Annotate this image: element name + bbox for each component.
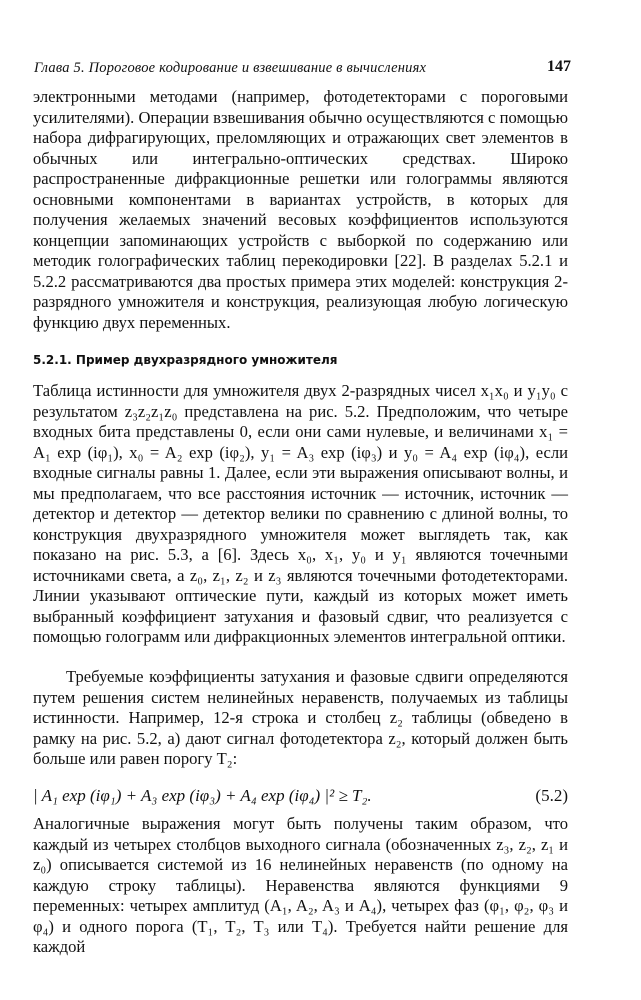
- paragraph-inequalities: Аналогичные выражения могут быть получены таким образом, что каждый из четырех столбцов выходного сигнала (обозначенных z₃, z₂, z₁ и z₀) описывается системой из 16 нелинейных неравенств (по одному на каждую строку таблицы). Неравенства являются функциями 9 переменных: четырех амплитуд (A₁, A₂, A₃ и A₄), четырех фаз (φ₁, φ₂, φ₃ и φ₄) и одного порога (T₁, T₂, T₃ или T₄). Требуется найти решение для каждой: [33, 814, 568, 956]
- equation-5-2: [33, 785, 568, 807]
- equation-number: (5.2): [535, 786, 568, 805]
- page-number: 147: [547, 58, 571, 75]
- equation-expression: | A₁ exp (iφ₁) + A₃ exp (iφ₃) + A₄ exp (iφ₄) |² ≥ T₂.: [33, 786, 372, 805]
- running-title: Глава 5. Пороговое кодирование и взвешивание в вычислениях: [34, 60, 427, 76]
- paragraph-truth-table: Таблица истинности для умножителя двух 2-разрядных чисел x₁x₀ и y₁y₀ с результатом z₃z₂z₁z₀ представлена на рис. 5.2. Предположим, что четыре входных бита представлены 0, если они сами нулевые, и величинами x₁ = A₁ exp (iφ₁), x₀ = A₂ exp (iφ₂), y₁ = A₃ exp (iφ₃) и y₀ = A₄ exp (iφ₄), если входные сигналы равны 1. Далее, если эти выражения описывают волны, и мы предполагаем, что все расстояния источник — источник, источник — детектор и детектор — детектор велики по сравнению с длиной волны, то конструкция двухразрядного умножителя может выглядеть так, как показано на рис. 5.3, а [6]. Здесь x₀, x₁, y₀ и y₁ являются точечными источниками света, а z₀, z₁, z₂ и z₃ являются точечными фотодетекторами. Линии указывают оптические пути, каждый из которых может иметь выбранный коэффициент затухания и фазовый сдвиг, что реализуется с помощью голограмм или дифракционных элементов интегральной оптики.: [33, 381, 568, 646]
- paragraph-coefficients: Требуемые коэффициенты затухания и фазовые сдвиги определяются путем решения систем нелинейных неравенств, получаемых из таблицы истинности. Например, 12-я строка и столбец z₂ таблицы (обведено в рамку на рис. 5.2, а) дают сигнал фотодетектора z₂, который должен быть больше или равен порогу T₂:: [33, 667, 568, 768]
- paragraph-continued: электронными методами (например, фотодетекторами с пороговыми усилителями). Операции взвешивания обычно осуществляются с помощью набора дифрагирующих, преломляющих и отражающих свет элементов в обычных или интегрально-оптических средствах. Широко распространенные дифракционные решетки или голограммы являются основными компонентами в вариантах устройств, в которых для получения желаемых значений весовых коэффициентов используются концепции запоминающих устройств с выборкой по содержанию или методик голографических таблиц перекодировки [22]. В разделах 5.2.1 и 5.2.2 рассматриваются два простых примера этих моделей: конструкция 2-разрядного умножителя и конструкция, реализующая любую логическую функцию двух переменных.: [33, 87, 568, 332]
- section-heading: 5.2.1. Пример двухразрядного умножителя: [33, 353, 338, 367]
